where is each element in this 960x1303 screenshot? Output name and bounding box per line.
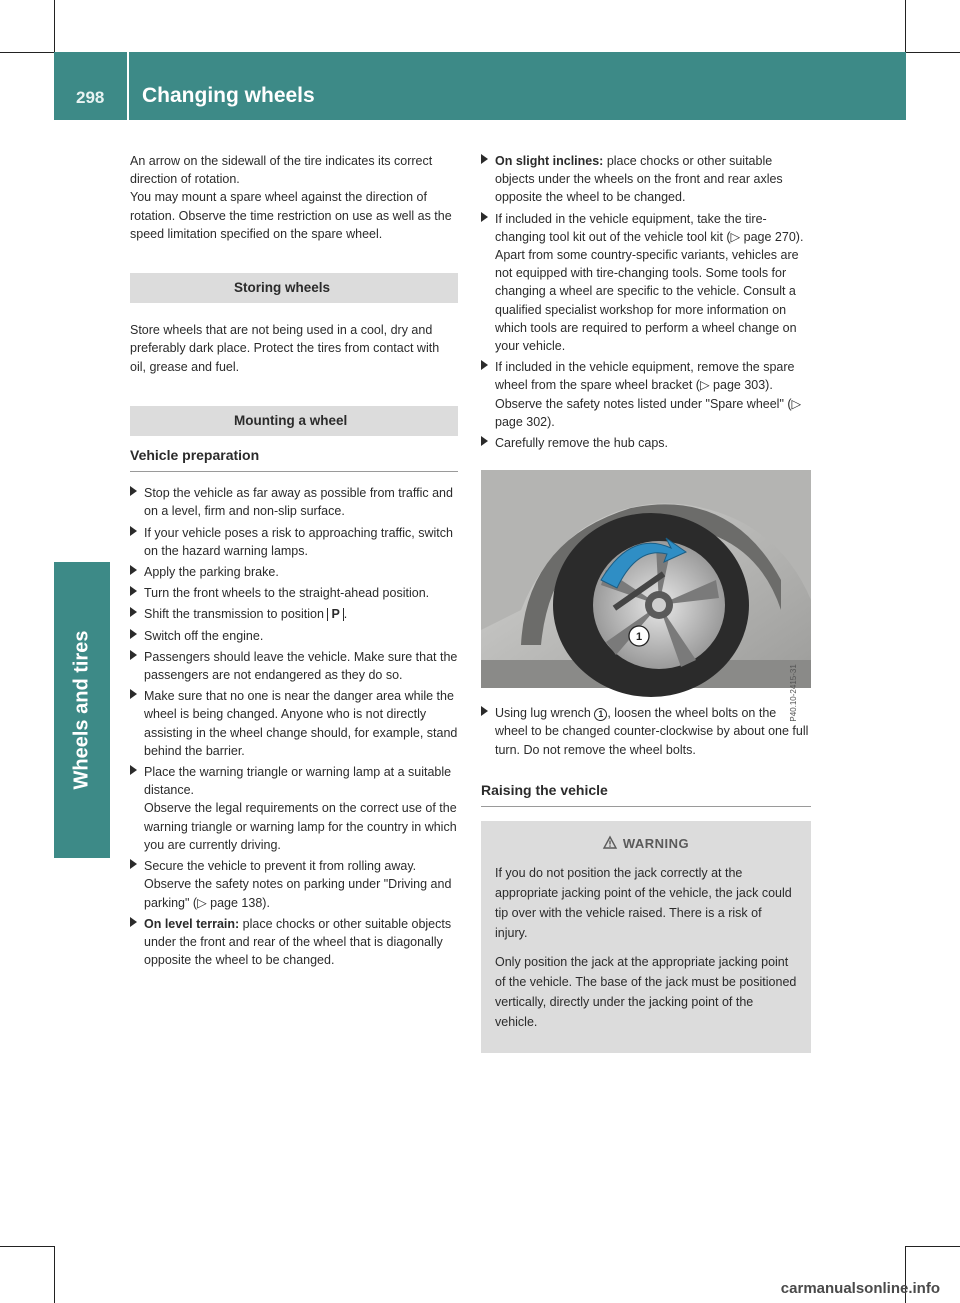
arrow-bullet-icon xyxy=(130,586,137,596)
warning-paragraph: Only position the jack at the appropriate jacking point of the vehicle. The base of the jack must be positioned vertically, directly under the jacking point of the vehicle. xyxy=(495,955,797,1030)
list-item: Place the warning triangle or warning lamp at a suitable distance. Observe the legal requirements on the correct use of the warning triangle or warning lamp for the country in which you are currently driving. xyxy=(130,763,458,854)
arrow-bullet-icon xyxy=(130,859,137,869)
gear-position-badge: P xyxy=(327,608,343,621)
list-item: Shift the transmission to position P . xyxy=(130,605,458,623)
crop-mark xyxy=(905,0,906,52)
section-heading-mounting: Mounting a wheel xyxy=(130,406,458,436)
list-item: Stop the vehicle as far away as possible from traffic and on a level, firm and non-slip surface. xyxy=(130,484,458,520)
preparation-steps xyxy=(130,484,458,969)
list-item: Apply the parking brake. xyxy=(130,563,458,581)
intro-paragraph: An arrow on the sidewall of the tire indicates its correct direction of rotation. xyxy=(130,154,433,187)
page-header xyxy=(54,52,906,120)
photo-marker-label: 1 xyxy=(635,631,643,644)
crop-mark xyxy=(54,0,55,52)
crop-mark xyxy=(906,52,960,53)
arrow-bullet-icon xyxy=(481,360,488,370)
crop-mark xyxy=(0,1246,54,1247)
list-item: If included in the vehicle equipment, take the tire-changing tool kit out of the vehicle tool kit (▷ page 270). Apart from some country-specific variants, vehicles are not equipped with tire-changing tools. Some tools for changing a wheel are specific to the vehicle. Consult a qualified specialist workshop for more information on which tools are required to perform a wheel change on your vehicle. xyxy=(481,210,811,356)
list-item: Switch off the engine. xyxy=(130,627,458,645)
list-item: If included in the vehicle equipment, remove the spare wheel from the spare wheel bracket (▷ page 303). Observe the safety notes listed under "Spare wheel" (▷ page 302). xyxy=(481,358,811,431)
arrow-bullet-icon xyxy=(130,629,137,639)
list-item: On level terrain: place chocks or other suitable objects under the front and rear of the wheel that is diagonally opposite the wheel to be changed. xyxy=(130,915,458,970)
list-item: Secure the vehicle to prevent it from rolling away. Observe the safety notes on parking under "Driving and parking" (▷ page 138). xyxy=(130,857,458,912)
list-item: On slight inclines: place chocks or other suitable objects under the wheels on the front and rear axles opposite the wheel to be changed. xyxy=(481,152,811,207)
section-heading-storing: Storing wheels xyxy=(130,273,458,303)
crop-mark xyxy=(906,1246,960,1247)
arrow-bullet-icon xyxy=(130,765,137,775)
intro-paragraph: You may mount a spare wheel against the direction of rotation. Observe the time restriction on use as well as the speed limitation specified on the spare wheel. xyxy=(130,190,452,241)
list-item: Passengers should leave the vehicle. Make sure that the passengers are not endangered as they do so. xyxy=(130,648,458,684)
callout-number: 1 xyxy=(594,708,607,721)
lug-steps xyxy=(481,704,811,759)
arrow-bullet-icon xyxy=(130,650,137,660)
arrow-bullet-icon xyxy=(130,917,137,927)
crop-mark xyxy=(54,1246,55,1303)
arrow-bullet-icon xyxy=(481,154,488,164)
arrow-bullet-icon xyxy=(481,706,488,716)
left-column xyxy=(130,152,458,972)
warning-box xyxy=(481,821,811,1053)
arrow-bullet-icon xyxy=(130,565,137,575)
warning-title: WARNING xyxy=(495,835,797,853)
subheading-raising-vehicle: Raising the vehicle xyxy=(481,781,811,807)
arrow-bullet-icon xyxy=(130,526,137,536)
list-item: Make sure that no one is near the danger area while the wheel is being changed. Anyone who is not directly assisting in the wheel change should, for example, stand behind the barrier. xyxy=(130,687,458,760)
arrow-bullet-icon xyxy=(130,607,137,617)
arrow-bullet-icon xyxy=(130,689,137,699)
arrow-bullet-icon xyxy=(481,436,488,446)
side-tab-upper xyxy=(54,120,110,548)
wheel-illustration xyxy=(481,470,811,688)
side-tab-label: Wheels and tires xyxy=(70,630,93,790)
subheading-vehicle-preparation: Vehicle preparation xyxy=(130,446,458,472)
warning-triangle-icon xyxy=(603,836,617,849)
preparation-steps-continued xyxy=(481,152,811,452)
header-divider xyxy=(127,52,129,120)
list-item: If your vehicle poses a risk to approaching traffic, switch on the hazard warning lamps. xyxy=(130,524,458,560)
arrow-bullet-icon xyxy=(481,212,488,222)
page-number: 298 xyxy=(76,88,105,107)
list-item: Turn the front wheels to the straight-ahead position. xyxy=(130,584,458,602)
storing-paragraph: Store wheels that are not being used in a cool, dry and preferably dark place. Protect the tires from contact with oil, grease and fuel. xyxy=(130,323,440,374)
crop-mark xyxy=(0,52,54,53)
photo-caption: P40.10-2415-31 xyxy=(788,664,798,722)
footer-watermark: carmanualsonline.info xyxy=(780,1280,940,1297)
warning-paragraph: If you do not position the jack correctly at the appropriate jacking point of the vehicle, the jack could tip over with the vehicle raised. There is a risk of injury. xyxy=(495,866,792,941)
arrow-bullet-icon xyxy=(130,486,137,496)
right-column xyxy=(481,152,811,1053)
page-title: Changing wheels xyxy=(142,84,315,107)
list-item: Carefully remove the hub caps. xyxy=(481,434,811,452)
wheel-photo xyxy=(481,470,811,722)
list-item: Using lug wrench 1 , loosen the wheel bolts on the wheel to be changed counter-clockwise by about one full turn. Do not remove the wheel bolts. xyxy=(481,704,811,759)
